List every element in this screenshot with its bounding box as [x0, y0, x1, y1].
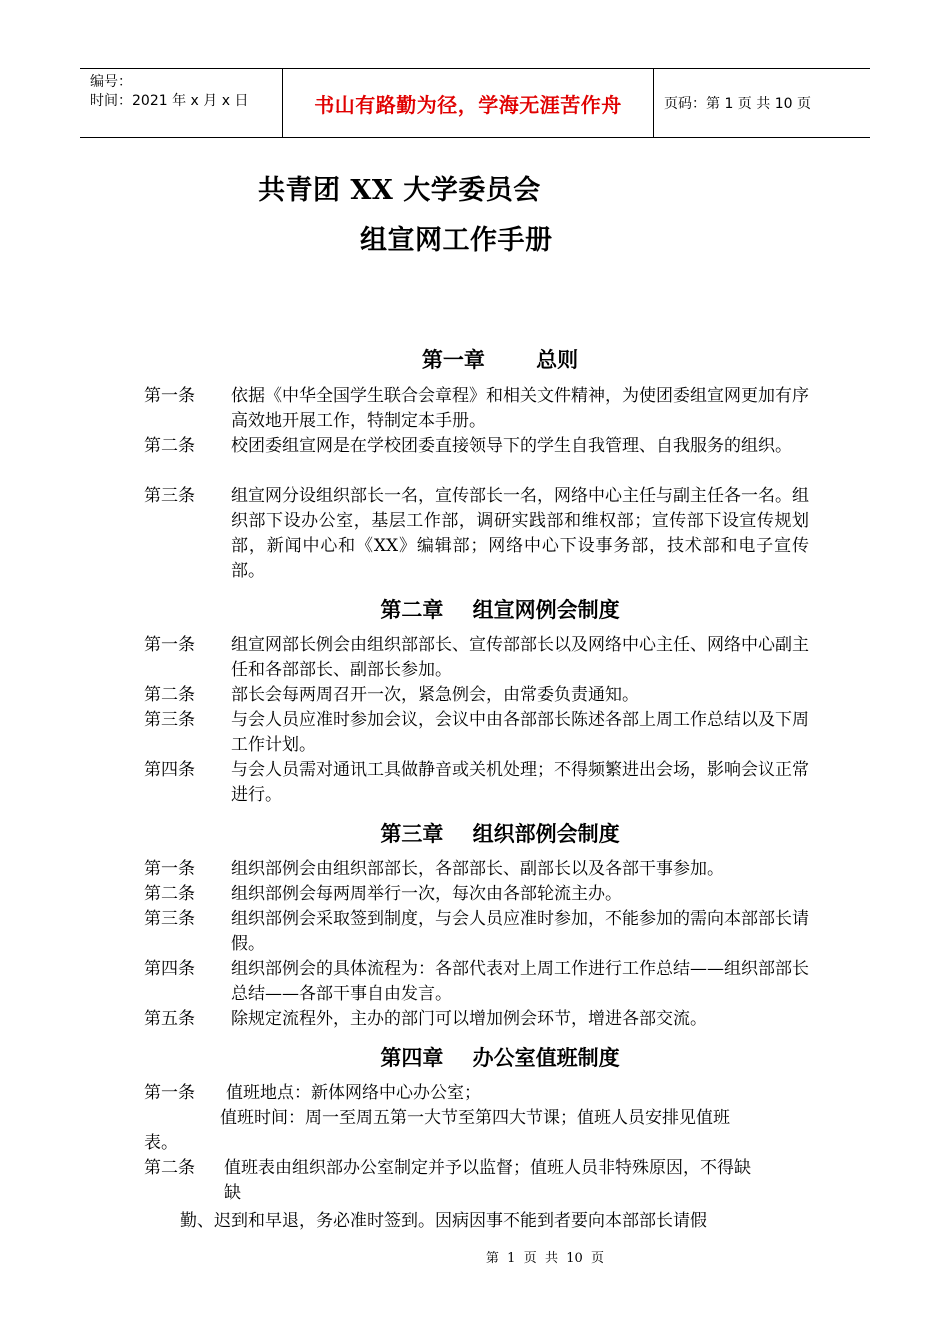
article [144, 633, 809, 683]
time-label: 时间：2021 年 x 月 x 日 [90, 93, 249, 109]
article-number: 第一条 [144, 635, 195, 655]
header-meta [80, 69, 282, 137]
article-text: 组宣网分设组织部长一名，宣传部长一名，网络中心主任与副主任各一名。组织部下设办公室，基层工作部，调研实践部和维权部；宣传部下设宣传规划部，新闻中心和《XX》编辑部；网络中心下设事务部，技术部和电子宣传部。 [231, 486, 809, 581]
article-text: 依据《中华全国学生联合会章程》和相关文件精神，为使团委组宣网更加有序高效地开展工作，特制定本手册。 [231, 386, 809, 431]
page-footer: 第 1 页 共 10 页 [485, 1251, 605, 1266]
article [144, 957, 809, 1007]
article [144, 434, 809, 459]
article [144, 882, 809, 907]
article-number: 第三条 [144, 710, 195, 730]
article-number: 第二条 [144, 1158, 195, 1178]
article [144, 708, 809, 758]
article [144, 484, 809, 584]
chapter-title: 第四章 办公室值班制度 [380, 1045, 620, 1070]
article-text: 组织部例会由组织部部长，各部部长、副部长以及各部干事参加。 [231, 859, 724, 879]
article-text: 组织部例会采取签到制度，与会人员应准时参加，不能参加的需向本部部长请假。 [231, 909, 809, 954]
article-number: 第二条 [144, 685, 195, 705]
article [144, 857, 809, 882]
article-number: 第一条 [144, 1083, 195, 1103]
article [144, 683, 809, 708]
chapter-title: 第二章 组宣网例会制度 [380, 597, 620, 622]
article-number: 第三条 [144, 486, 195, 506]
article-text: 值班表由组织部办公室制定并予以监督；值班人员非特殊原因，不得缺 [224, 1158, 751, 1178]
article-text: 与会人员应准时参加会议，会议中由各部部长陈述各部上周工作总结以及下周工作计划。 [231, 710, 809, 755]
page-header [80, 68, 870, 138]
article-number: 第三条 [144, 909, 195, 929]
article-text: 与会人员需对通讯工具做静音或关机处理；不得频繁进出会场，影响会议正常进行。 [231, 760, 809, 805]
header-motto: 书山有路勤为径，学海无涯苦作舟 [282, 69, 654, 137]
article-text: 部长会每两周召开一次，紧急例会，由常委负责通知。 [231, 685, 639, 705]
duty-time-line-cont: 表。 [144, 1133, 178, 1153]
article-number: 第一条 [144, 386, 195, 406]
article-text: 值班地点：新体网络中心办公室； [226, 1083, 481, 1103]
article-number: 第一条 [144, 859, 195, 879]
article-text: 除规定流程外，主办的部门可以增加例会环节，增进各部交流。 [231, 1009, 707, 1029]
article [144, 384, 809, 434]
article-number: 第五条 [144, 1009, 195, 1029]
article [144, 758, 809, 808]
article-text: 组宣网部长例会由组织部部长、宣传部部长以及网络中心主任、网络中心副主任和各部部长、副部长参加。 [231, 635, 809, 680]
number-label: 编号： [90, 74, 132, 90]
header-page-label: 页码：第 1 页 共 10 页 [664, 96, 811, 112]
doc-title-line1: 共青团 XX 大学委员会 [258, 175, 541, 206]
doc-title-line2: 组宣网工作手册 [360, 225, 553, 256]
article-text-cont: 勤、迟到和早退，务必准时签到。因病因事不能到者要向本部部长请假 [180, 1211, 707, 1231]
article-number: 第二条 [144, 884, 195, 904]
article-text: 校团委组宣网是在学校团委直接领导下的学生自我管理、自我服务的组织。 [231, 436, 792, 456]
chapter-title: 第一章 总则 [421, 347, 579, 372]
article [144, 1007, 809, 1032]
chapter-title: 第三章 组织部例会制度 [380, 821, 620, 846]
article [144, 907, 809, 957]
article-number: 第四条 [144, 760, 195, 780]
article-text: 组织部例会的具体流程为：各部代表对上周工作进行工作总结——组织部部长总结——各部干事自由发言。 [231, 959, 809, 1004]
article-text-cont: 缺 [224, 1183, 241, 1203]
article-number: 第二条 [144, 436, 195, 456]
duty-time-line: 值班时间：周一至周五第一大节至第四大节课；值班人员安排见值班 [220, 1108, 730, 1128]
article-number: 第四条 [144, 959, 195, 979]
article-text: 组织部例会每两周举行一次，每次由各部轮流主办。 [231, 884, 622, 904]
